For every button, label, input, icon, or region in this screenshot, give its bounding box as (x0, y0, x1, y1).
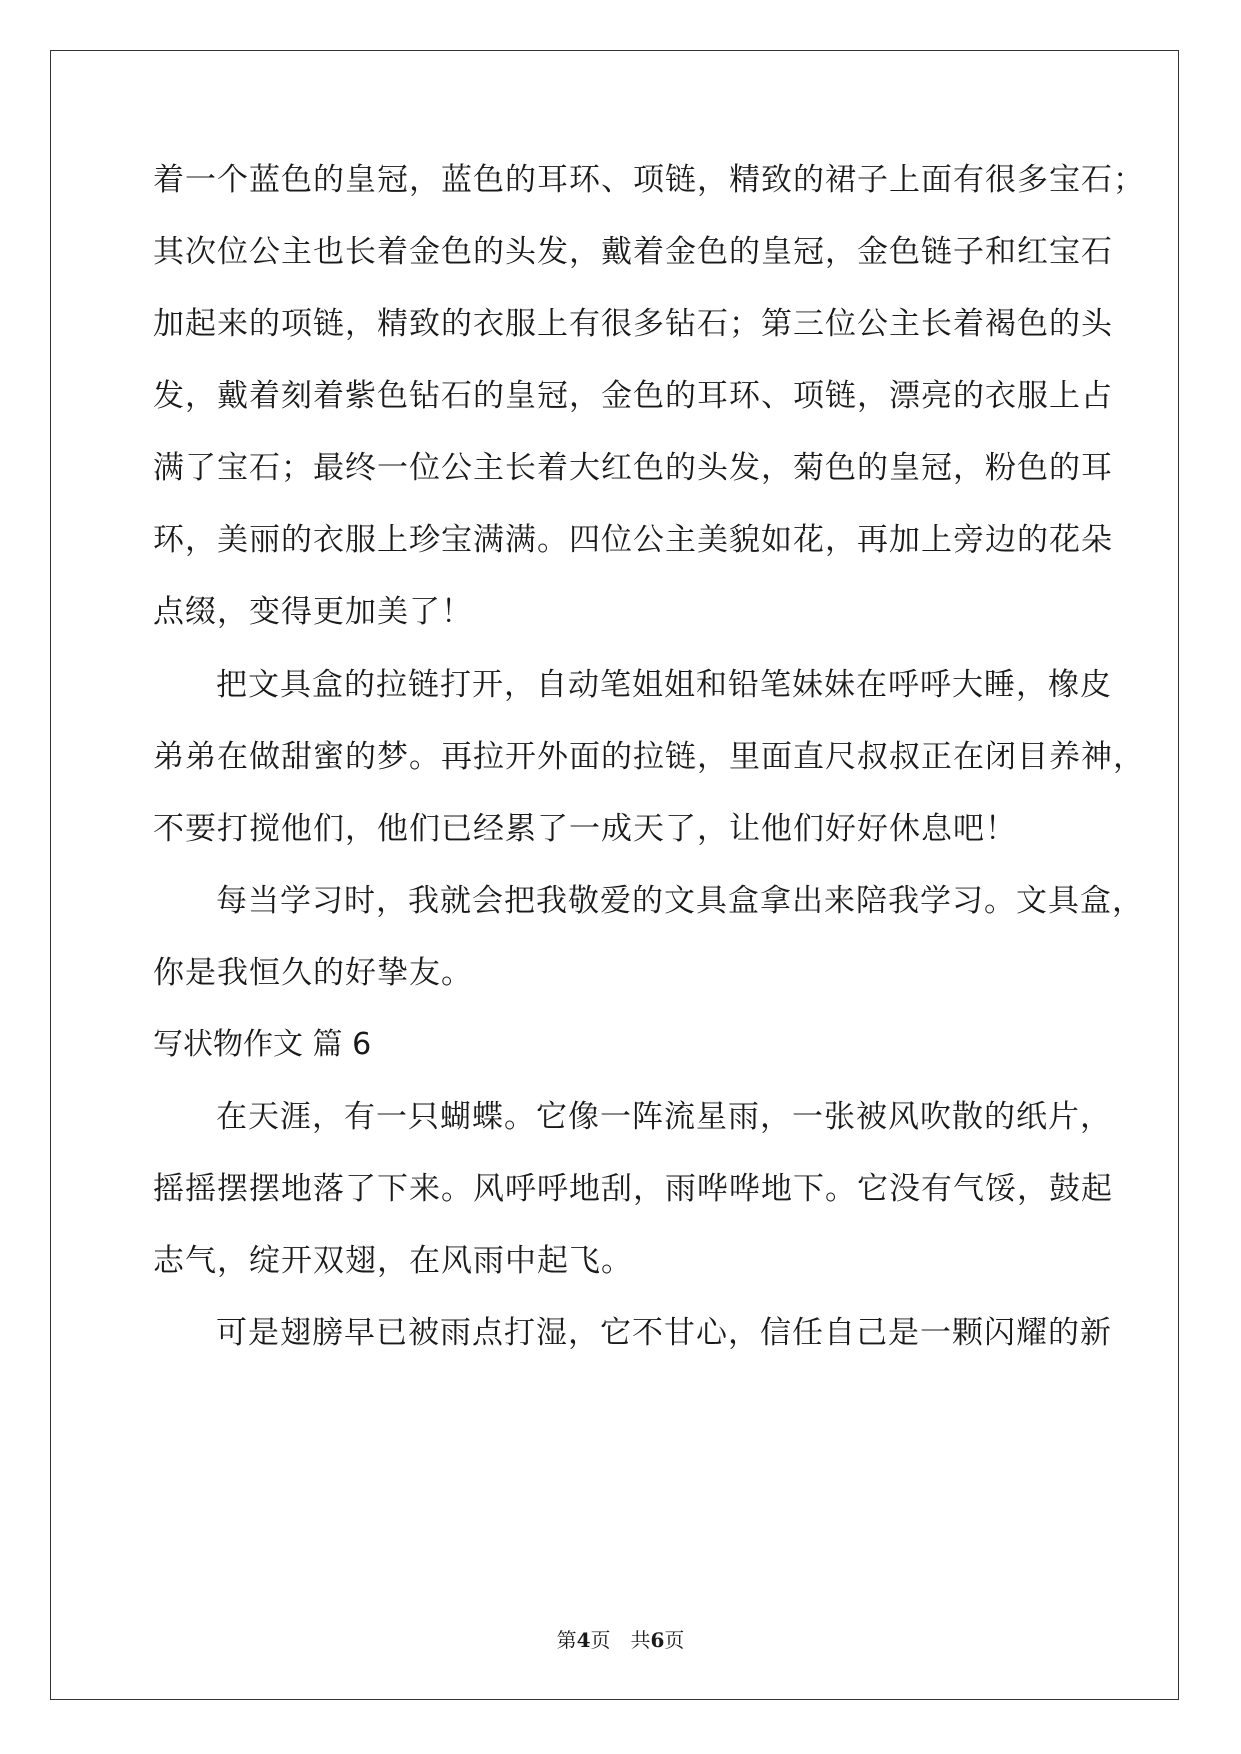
page-footer (0, 1628, 1241, 1652)
paragraph-line: 发，戴着刻着紫色钻石的皇冠，金色的耳环、项链，漂亮的衣服上占 (153, 378, 1113, 414)
paragraph-line: 摇摇摆摆地落了下来。风呼呼地刮，雨哗哗地下。它没有气馁，鼓起 (153, 1171, 1113, 1207)
paragraph-line: 点缀，变得更加美了！ (153, 594, 473, 630)
section-heading: 写状物作文 篇 6 (153, 1027, 372, 1062)
paragraph-line: 弟弟在做甜蜜的梦。再拉开外面的拉链，里面直尺叔叔正在闭目养神， (153, 739, 1145, 775)
page-border (50, 50, 1179, 1700)
paragraph-line: 满了宝石；最终一位公主长着大红色的头发，菊色的皇冠，粉色的耳 (153, 450, 1113, 486)
total-suffix: 页 (664, 1628, 685, 1652)
paragraph-line: 志气，绽开双翅，在风雨中起飞。 (153, 1243, 633, 1279)
total-prefix: 共 (630, 1628, 651, 1652)
paragraph-line: 把文具盒的拉链打开，自动笔姐姐和铅笔妹妹在呼呼大睡，橡皮 (216, 667, 1112, 703)
paragraph-line: 其次位公主也长着金色的头发，戴着金色的皇冠，金色链子和红宝石 (153, 234, 1113, 270)
page-suffix: 页 (590, 1628, 611, 1652)
paragraph-line: 环，美丽的衣服上珍宝满满。四位公主美貌如花，再加上旁边的花朵 (153, 522, 1113, 558)
paragraph-line: 在天涯，有一只蝴蝶。它像一阵流星雨，一张被风吹散的纸片， (216, 1099, 1112, 1135)
paragraph-line: 每当学习时，我就会把我敬爱的文具盒拿出来陪我学习。文具盒， (216, 883, 1144, 919)
page-prefix: 第 (556, 1628, 577, 1652)
paragraph-line: 着一个蓝色的皇冠，蓝色的耳环、项链，精致的裙子上面有很多宝石； (153, 162, 1145, 198)
paragraph-line: 加起来的项链，精致的衣服上有很多钻石；第三位公主长着褐色的头 (153, 306, 1113, 342)
paragraph-line: 可是翅膀早已被雨点打湿，它不甘心，信任自己是一颗闪耀的新 (216, 1315, 1112, 1351)
paragraph-line: 你是我恒久的好挚友。 (153, 955, 473, 991)
page-number: 4 (576, 1628, 591, 1652)
paragraph-line: 不要打搅他们，他们已经累了一成天了，让他们好好休息吧！ (153, 811, 1017, 847)
total-pages: 6 (650, 1628, 665, 1652)
